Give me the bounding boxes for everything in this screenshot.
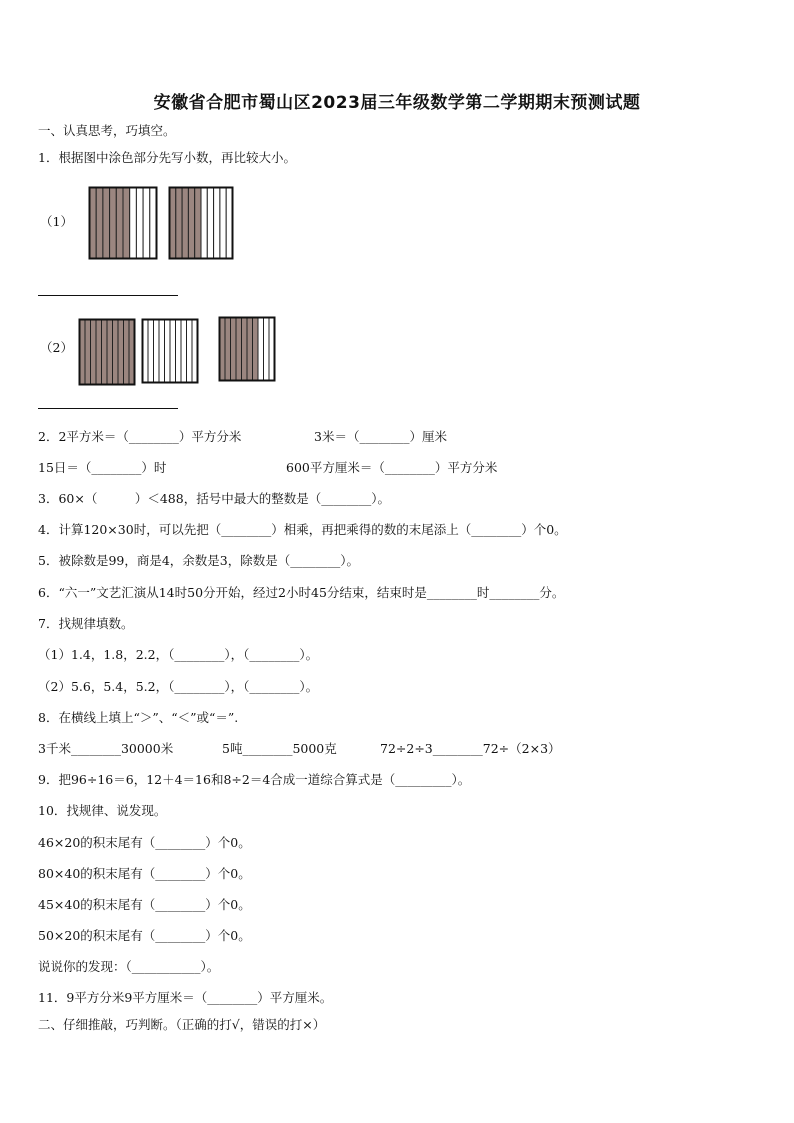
figure-2-middle-strip: [165, 320, 171, 383]
section-2-heading: 二、仔细推敲，巧判断。（正确的打√，错误的打×）: [38, 1017, 326, 1032]
question-7: 7．找规律填数。: [38, 616, 134, 631]
figure-1-left-strip: [150, 188, 157, 259]
figure-2-right-strip: [225, 318, 231, 381]
q1-part1-label: （1）: [40, 214, 73, 229]
figure-1-right-strip: [195, 188, 201, 259]
figure-2-left-strip: [85, 320, 91, 385]
figure-2-right-strip: [242, 318, 248, 381]
section-1-heading: 一、认真思考，巧填空。: [38, 123, 176, 138]
question-5: 5．被除数是99，商是4，余数是3，除数是（________）。: [38, 553, 360, 568]
question-8a: 3千米________30000米: [38, 741, 174, 756]
question-10-1: 46×20的积末尾有（________）个0。: [38, 835, 251, 850]
figure-2-middle-strip: [154, 320, 160, 383]
question-10: 10．找规律、说发现。: [38, 803, 167, 818]
figure-1-right-strip: [176, 188, 182, 259]
answer-line-2[interactable]: [38, 408, 178, 409]
figure-1-left-strip: [136, 188, 143, 259]
figure-2-middle-strip: [148, 320, 154, 383]
question-10-5: 说说你的发现：（___________）。: [38, 959, 220, 974]
page-title: 安徽省合肥市蜀山区2023届三年级数学第二学期期末预测试题: [153, 93, 641, 113]
figure-2-left-strip: [107, 320, 113, 385]
question-2d: 600平方厘米＝（________）平方分米: [286, 460, 498, 475]
figure-1-right-strip: [201, 188, 207, 259]
figure-2-right-strip: [253, 318, 259, 381]
figure-1-right-strip: [207, 188, 213, 259]
question-2c: 15日＝（________）时: [38, 460, 167, 475]
question-8b: 5吨________5000克: [222, 741, 337, 756]
figure-1-left-strip-grid: [88, 186, 158, 260]
question-10-3: 45×40的积末尾有（________）个0。: [38, 897, 251, 912]
question-7-1: （1）1.4，1.8，2.2，（________），（________）。: [38, 647, 319, 662]
figure-1-left-strip: [116, 188, 123, 259]
question-9: 9．把96÷16＝6，12＋4＝16和8÷2＝4合成一道综合算式是（_________）。: [38, 772, 471, 787]
question-11: 11．9平方分米9平方厘米＝（________）平方厘米。: [38, 990, 333, 1005]
question-10-2: 80×40的积末尾有（________）个0。: [38, 866, 251, 881]
figure-2-middle-strip: [181, 320, 187, 383]
figure-1-left-strip: [96, 188, 103, 259]
figure-2-left-strip-grid: [78, 318, 136, 386]
question-6: 6．“六一”文艺汇演从14时50分开始，经过2小时45分结束，结束时是________时________分。: [38, 585, 565, 600]
figure-2-left-strip: [96, 320, 102, 385]
figure-1-left-strip: [123, 188, 130, 259]
question-4: 4．计算120×30时，可以先把（________）相乘，再把乘得的数的末尾添上（________）个0。: [38, 522, 567, 537]
figure-2-left-strip: [113, 320, 119, 385]
q1-part2-label: （2）: [40, 340, 73, 355]
figure-2-right-strip: [247, 318, 253, 381]
question-8: 8．在横线上填上“＞”、“＜”或“＝”.: [38, 710, 239, 725]
figure-2-left-strip: [124, 320, 130, 385]
question-2b: 3米＝（________）厘米: [314, 429, 447, 444]
question-1: 1．根据图中涂色部分先写小数，再比较大小。: [38, 150, 296, 165]
figure-2-left-strip: [91, 320, 97, 385]
figure-1-right-strip: [220, 188, 226, 259]
figure-1-right-strip-grid: [168, 186, 234, 260]
figure-2-right-strip: [258, 318, 264, 381]
figure-1-left-strip: [143, 188, 150, 259]
figure-2-right-strip: [264, 318, 270, 381]
question-7-2: （2）5.6，5.4，5.2，（________），（________）。: [38, 679, 319, 694]
figure-2-left-strip: [118, 320, 124, 385]
figure-2-right-strip: [236, 318, 242, 381]
answer-line-1[interactable]: [38, 295, 178, 296]
figure-1-right-strip: [188, 188, 194, 259]
figure-2-middle-strip: [170, 320, 176, 383]
figure-2-middle-strip: [159, 320, 165, 383]
figure-2-left-strip: [102, 320, 108, 385]
figure-2-right-strip: [231, 318, 237, 381]
question-8c: 72÷2÷3________72÷（2×3）: [380, 741, 561, 756]
question-3: 3．60×（ ）＜488，括号中最大的整数是（________）。: [38, 491, 390, 506]
figure-1-left-strip: [110, 188, 117, 259]
figure-2-middle-strip: [176, 320, 182, 383]
figure-1-right-strip: [214, 188, 220, 259]
figure-2-middle-strip: [187, 320, 193, 383]
question-10-4: 50×20的积末尾有（________）个0。: [38, 928, 251, 943]
figure-2-right-strip-grid: [218, 316, 276, 382]
question-2a: 2．2平方米＝（________）平方分米: [38, 429, 242, 444]
figure-1-left-strip: [103, 188, 110, 259]
figure-2-middle-strip-grid: [141, 318, 199, 384]
figure-1-right-strip: [182, 188, 188, 259]
figure-1-left-strip: [90, 188, 97, 259]
figure-1-left-strip: [130, 188, 137, 259]
